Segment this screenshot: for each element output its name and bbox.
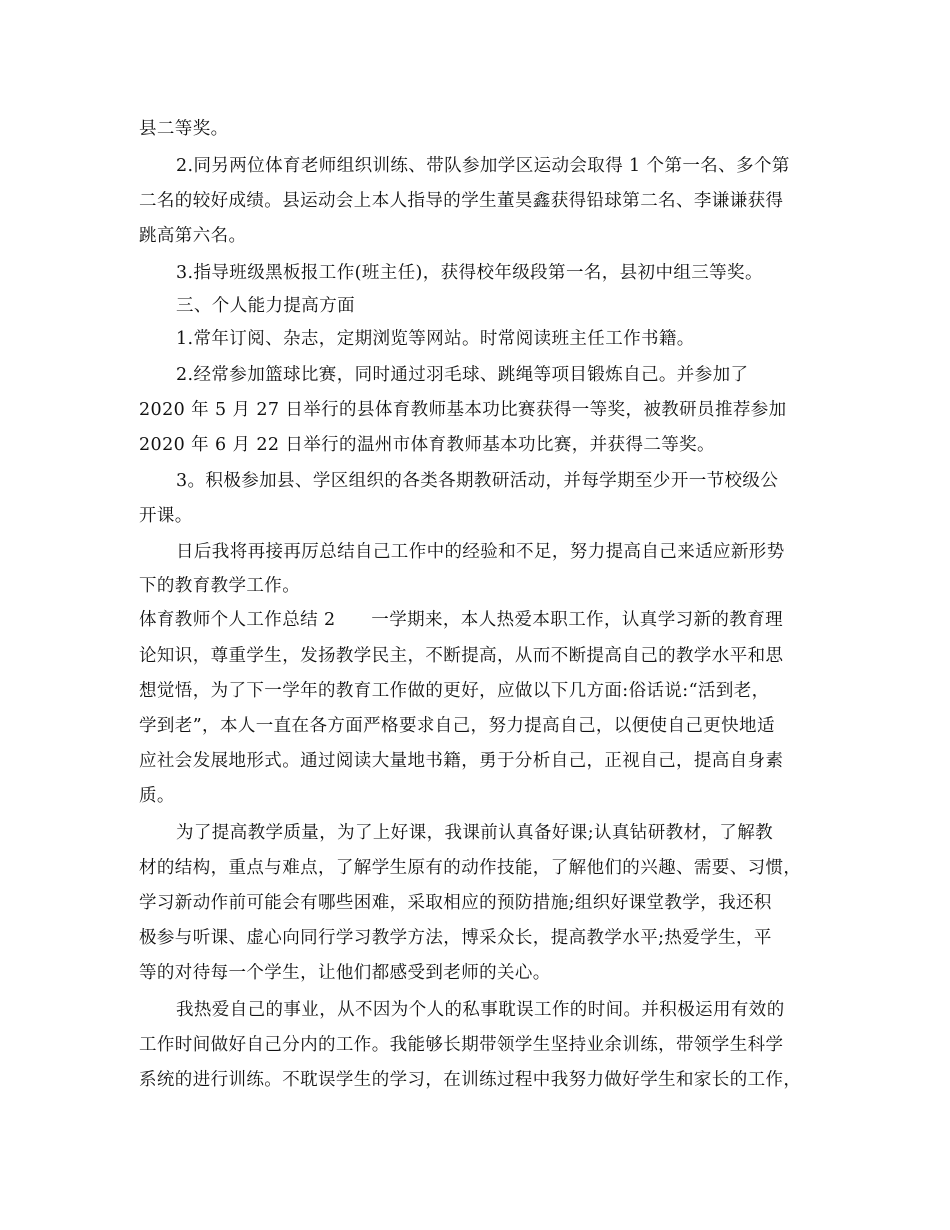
text-line: 1.常年订阅、杂志，定期浏览等网站。时常阅读班主任工作书籍。 (176, 329, 695, 349)
text-line: 学到老”，本人一直在各方面严格要求自己，努力提高自己，以便使自己更快地适 (139, 716, 775, 736)
text-line: 材的结构，重点与难点，了解学生原有的动作技能，了解他们的兴趣、需要、习惯， (139, 858, 802, 878)
text-line: 下的教育教学工作。 (139, 576, 301, 596)
text-line: 二名的较好成绩。县运动会上本人指导的学生董昊鑫获得铅球第二名、李谦谦获得 (139, 191, 784, 211)
text-line: 等的对待每一个学生，让他们都感受到老师的关心。 (139, 963, 551, 983)
text-line: 3。积极参加县、学区组织的各类各期教研活动，并每学期至少开一节校级公 (176, 471, 779, 491)
text-line: 极参与听课、虚心向同行学习教学方法，博采众长，提高教学水平;热爱学生，平 (139, 928, 772, 948)
text-line: 开课。 (139, 506, 193, 526)
text-line: 为了提高教学质量，为了上好课，我课前认真备好课;认真钻研教材，了解教 (176, 823, 773, 843)
text-line: 跳高第六名。 (139, 226, 247, 246)
text-line: 工作时间做好自己分内的工作。我能够长期带领学生坚持业余训练，带领学生科学 (139, 1035, 784, 1055)
text-line: 3.指导班级黑板报工作(班主任)，获得校年级段第一名，县初中组三等奖。 (176, 263, 763, 283)
section-heading: 三、个人能力提高方面 (176, 296, 355, 316)
text-line: 2020 年 5 月 27 日举行的县体育教师基本功比赛获得一等奖，被教研员推荐参加 (139, 400, 787, 420)
section-title-line: 体育教师个人工作总结 2 一学期来，本人热爱本职工作，认真学习新的教育理 (139, 610, 783, 630)
text-line: 日后我将再接再厉总结自己工作中的经验和不足，努力提高自己来适应新形势 (176, 542, 785, 562)
text-line: 论知识，尊重学生，发扬教学民主，不断提高，从而不断提高自己的教学水平和思 (139, 646, 784, 666)
text-line: 应社会发展地形式。通过阅读大量地书籍，勇于分析自己，正视自己，提高自身素 (139, 751, 784, 771)
text-line: 2020 年 6 月 22 日举行的温州市体育教师基本功比赛，并获得二等奖。 (139, 435, 715, 455)
text-line: 2.同另两位体育老师组织训练、带队参加学区运动会取得 1 个第一名、多个第 (176, 156, 790, 176)
text-line: 2.经常参加篮球比赛，同时通过羽毛球、跳绳等项目锻炼自己。并参加了 (176, 365, 749, 385)
text-line: 质。 (139, 786, 175, 806)
text-line: 系统的进行训练。不耽误学生的学习，在训练过程中我努力做好学生和家长的工作， (139, 1070, 802, 1090)
text-line: 县二等奖。 (139, 119, 229, 139)
text-line: 想觉悟，为了下一学年的教育工作做的更好，应做以下几方面:俗话说:“活到老， (139, 681, 770, 701)
text-line: 学习新动作前可能会有哪些困难，采取相应的预防措施;组织好课堂教学，我还积 (139, 893, 772, 913)
text-line: 我热爱自己的事业，从不因为个人的私事耽误工作的时间。并积极运用有效的 (176, 1000, 785, 1020)
